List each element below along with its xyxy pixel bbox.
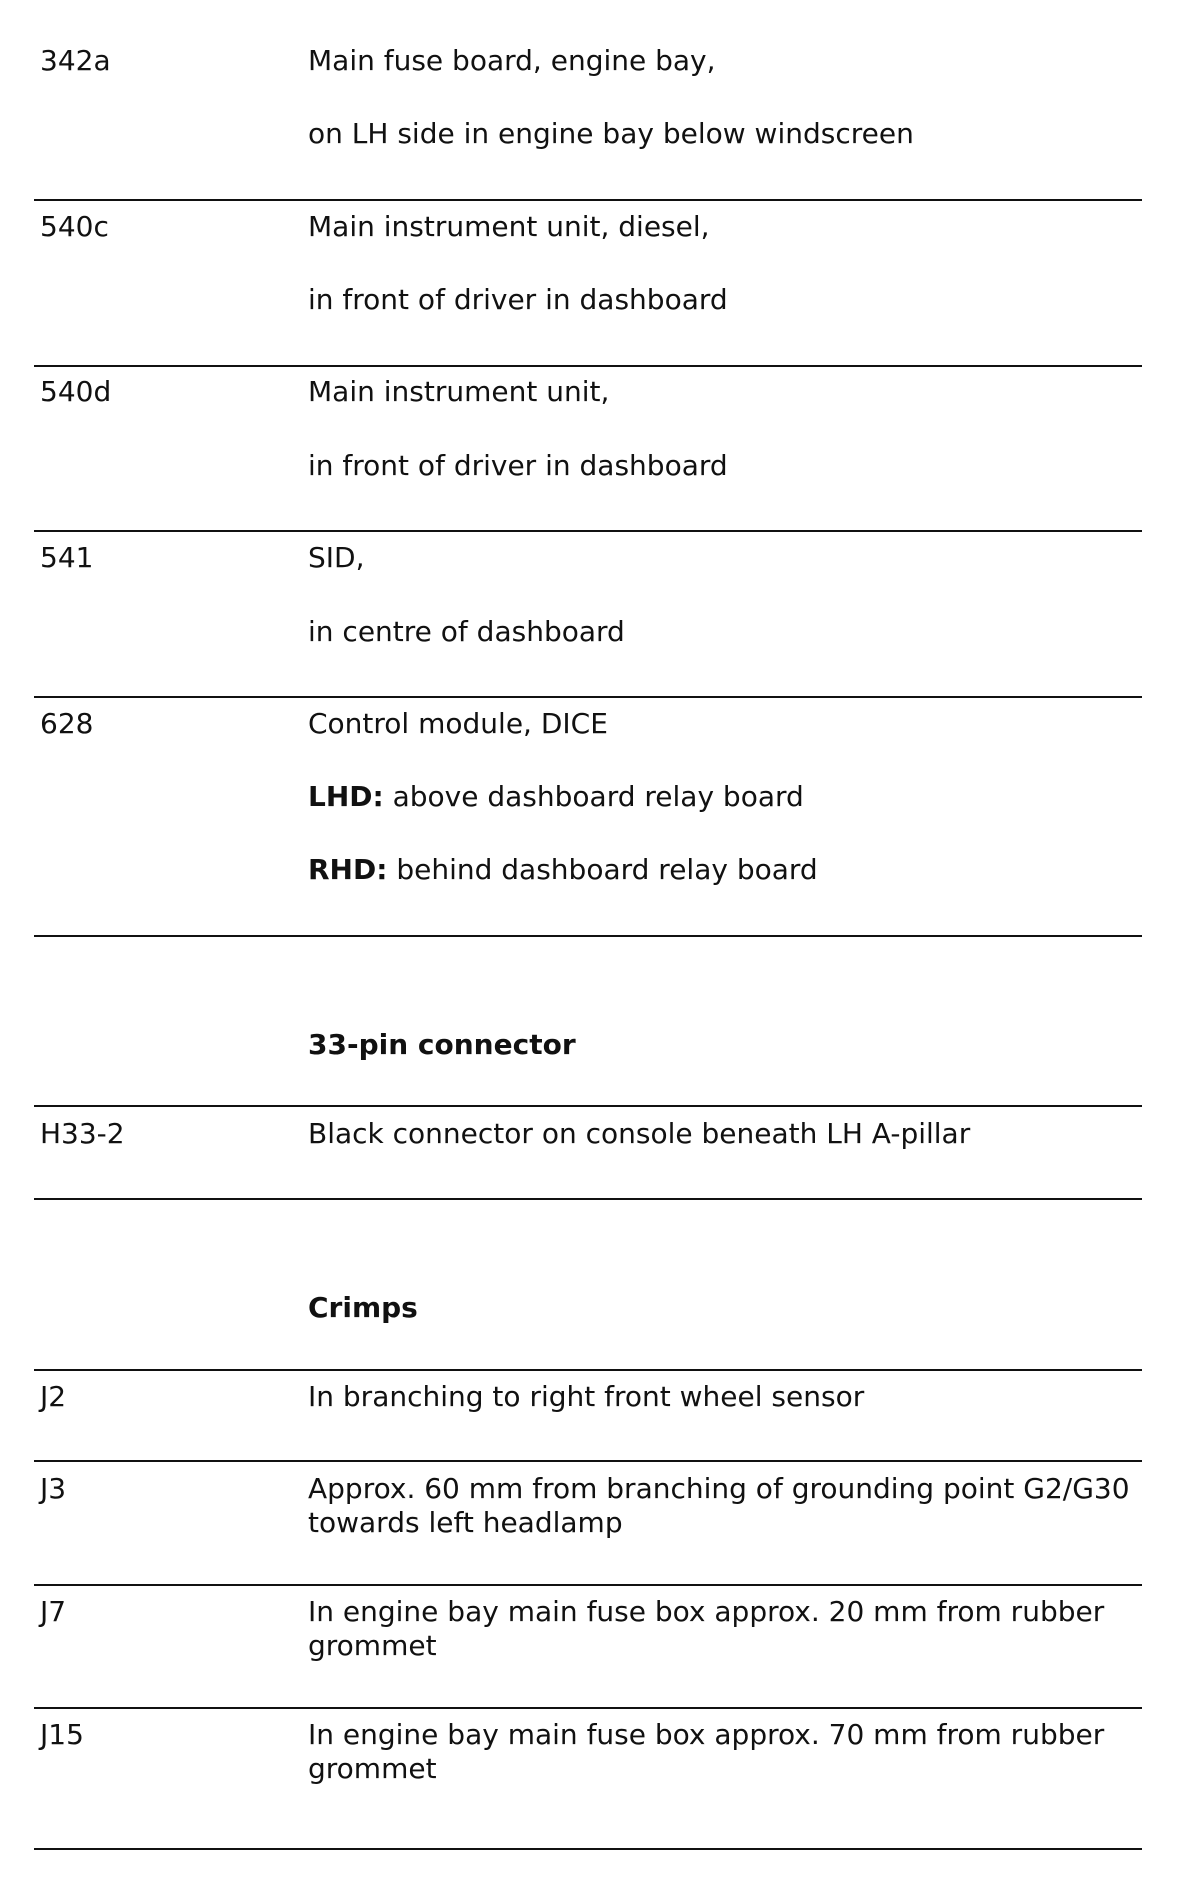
row-divider: [34, 1584, 1142, 1586]
row-note-rhd: [308, 853, 818, 887]
row-code: J15: [40, 1718, 84, 1751]
row-divider: [34, 1198, 1142, 1200]
row-description: Main instrument unit,: [308, 375, 610, 408]
row-code: H33-2: [40, 1117, 125, 1150]
row-divider: [34, 1460, 1142, 1462]
note-text: behind dashboard relay board: [387, 853, 818, 886]
row-location: on LH side in engine bay below windscreen: [308, 117, 914, 150]
row-location: in front of driver in dashboard: [308, 283, 728, 316]
section-heading: Crimps: [308, 1291, 418, 1324]
row-code: J3: [40, 1472, 67, 1505]
row-divider: [34, 199, 1142, 201]
row-note-lhd: [308, 780, 804, 814]
row-location: in front of driver in dashboard: [308, 449, 728, 482]
row-divider: [34, 1105, 1142, 1107]
row-code: 628: [40, 707, 94, 740]
row-divider: [34, 696, 1142, 698]
row-description: Approx. 60 mm from branching of grounding point G2/G30 towards left headlamp: [308, 1472, 1130, 1539]
row-divider: [34, 1369, 1142, 1371]
note-text: above dashboard relay board: [383, 780, 804, 813]
row-description: In engine bay main fuse box approx. 20 mm from rubber grommet: [308, 1595, 1105, 1662]
row-code: 541: [40, 541, 94, 574]
section-heading: 33-pin connector: [308, 1028, 576, 1061]
row-description: Black connector on console beneath LH A-pillar: [308, 1117, 971, 1150]
row-description: In branching to right front wheel sensor: [308, 1380, 865, 1413]
row-description: In engine bay main fuse box approx. 70 mm from rubber grommet: [308, 1718, 1105, 1785]
row-divider: [34, 530, 1142, 532]
row-location: in centre of dashboard: [308, 615, 625, 648]
row-description: SID,: [308, 541, 365, 574]
note-label: RHD:: [308, 853, 388, 886]
row-description: Main fuse board, engine bay,: [308, 44, 716, 77]
row-description: Main instrument unit, diesel,: [308, 210, 710, 243]
row-divider: [34, 365, 1142, 367]
row-code: 540d: [40, 375, 112, 408]
row-divider: [34, 1848, 1142, 1850]
row-description: Control module, DICE: [308, 707, 608, 740]
row-code: 342a: [40, 44, 111, 77]
row-divider: [34, 1707, 1142, 1709]
row-code: J2: [40, 1380, 67, 1413]
row-divider: [34, 935, 1142, 937]
row-code: J7: [40, 1595, 67, 1628]
row-code: 540c: [40, 210, 109, 243]
note-label: LHD:: [308, 780, 384, 813]
